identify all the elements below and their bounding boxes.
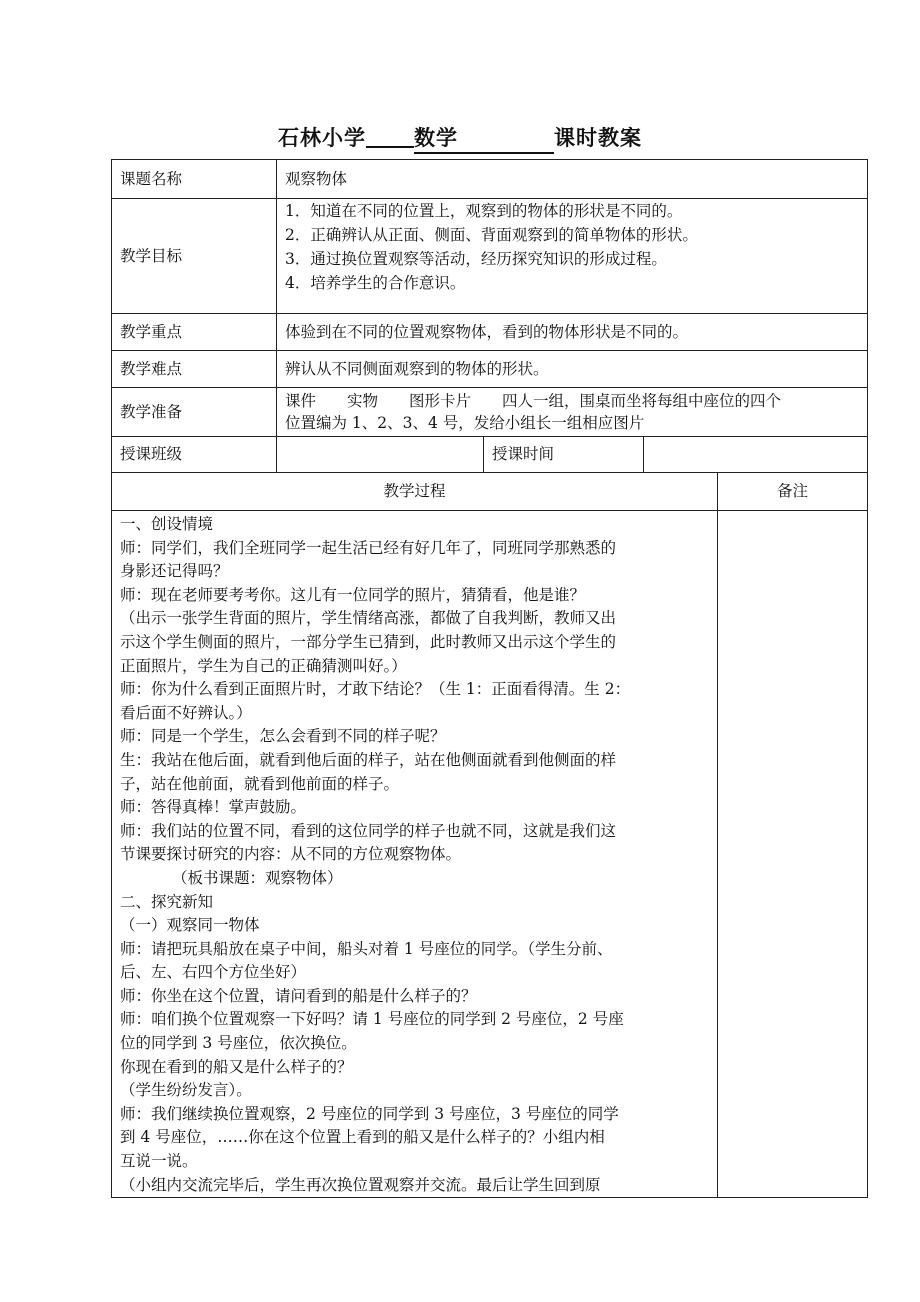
title-suffix: 课时教案 <box>554 125 642 150</box>
process-line: 看后面不好辨认。） <box>120 703 252 722</box>
key-value: 体验到在不同的位置观察物体，看到的物体形状是不同的。 <box>277 314 868 351</box>
process-content <box>112 511 718 1198</box>
process-line: 示这个学生侧面的照片，一部分学生已猜到，此时教师又出示这个学生的 <box>120 632 617 651</box>
school-name: 石林小学 <box>278 125 366 150</box>
difficulty-value: 辨认从不同侧面观察到的物体的形状。 <box>277 351 868 388</box>
prep-row <box>112 388 868 437</box>
process-line: 一、创设情境 <box>120 515 214 533</box>
process-line: 师：你为什么看到正面照片时，才敢下结论？（生 1：正面看得清。生 2： <box>120 680 631 699</box>
goals-row <box>112 199 868 314</box>
process-line: （小组内交流完毕后，学生再次换位置观察并交流。最后让学生回到原 <box>120 1175 601 1194</box>
prep-label: 教学准备 <box>112 388 277 437</box>
process-line: 二、探究新知 <box>120 892 214 911</box>
goal-item: 1．知道在不同的位置上，观察到的物体的形状是不同的。 <box>285 202 683 220</box>
process-line: 师：咱们换个位置观察一下好吗？请 1 号座位的同学到 2 号座位，2 号座 <box>120 1010 624 1029</box>
subject-name: 数学 <box>414 125 458 150</box>
process-line: 互说一说。 <box>120 1152 198 1171</box>
difficulty-row <box>112 351 868 388</box>
prep-line: 课件 实物 图形卡片 四人一组，围桌而坐将每组中座位的四个 <box>285 392 782 410</box>
process-line: 师：同是一个学生，怎么会看到不同的样子呢？ <box>120 727 446 746</box>
notes-header: 备注 <box>718 473 868 511</box>
key-row <box>112 314 868 351</box>
lesson-plan-table <box>111 159 868 1198</box>
title-underline-blank <box>366 125 414 148</box>
class-row <box>112 437 868 473</box>
time-value <box>644 437 868 473</box>
process-line: 子，站在他前面，就看到他前面的样子。 <box>120 774 400 793</box>
topic-value: 观察物体 <box>277 160 868 199</box>
prep-line: 位置编为 1、2、3、4 号，发给小组长一组相应图片 <box>285 414 645 432</box>
process-line: 节课要探讨研究的内容：从不同的方位观察物体。 <box>120 845 462 864</box>
process-line: 师：我们站的位置不同，看到的这位同学的样子也就不同，这就是我们这 <box>120 821 617 840</box>
process-line: 位的同学到 3 号座位，依次换位。 <box>120 1034 357 1053</box>
process-line: （板书课题：观察物体） <box>172 868 343 887</box>
goals-list <box>277 199 868 314</box>
process-line: 师：请把玩具船放在桌子中间，船头对着 1 号座位的同学。（学生分前、 <box>120 939 613 958</box>
goal-item: 2．正确辨认从正面、侧面、背面观察到的简单物体的形状。 <box>285 226 698 244</box>
process-line: （一）观察同一物体 <box>120 916 260 935</box>
key-label: 教学重点 <box>112 314 277 351</box>
process-line: 到 4 号座位，……你在这个位置上看到的船又是什么样子的？小组内相 <box>120 1128 605 1147</box>
difficulty-label: 教学难点 <box>112 351 277 388</box>
process-line: 正面照片，学生为自己的正确猜测叫好。） <box>120 656 407 675</box>
process-line: 师：我们继续换位置观察，2 号座位的同学到 3 号座位，3 号座位的同学 <box>120 1104 619 1123</box>
prep-value <box>277 388 868 437</box>
page-title <box>0 122 920 154</box>
goal-item: 3．通过换位置观察等活动，经历探究知识的形成过程。 <box>285 250 667 268</box>
topic-label: 课题名称 <box>112 160 277 199</box>
class-label: 授课班级 <box>112 437 277 473</box>
process-line: 生：我站在他后面，就看到他后面的样子，站在他侧面就看到他侧面的样 <box>120 750 617 769</box>
process-line: （学生纷纷发言）。 <box>120 1081 252 1100</box>
time-label: 授课时间 <box>484 437 644 473</box>
process-line: 师：你坐在这个位置，请问看到的船是什么样子的？ <box>120 986 477 1005</box>
goal-item: 4．培养学生的合作意识。 <box>285 274 466 292</box>
process-line: 身影还记得吗？ <box>120 562 229 581</box>
process-line: 师：同学们，我们全班同学一起生活已经有好几年了，同班同学那熟悉的 <box>120 538 617 557</box>
process-header: 教学过程 <box>112 473 718 511</box>
process-line: （出示一张学生背面的照片，学生情绪高涨，都做了自我判断，教师又出 <box>120 609 617 628</box>
process-header-row <box>112 473 868 511</box>
goals-label: 教学目标 <box>112 199 277 314</box>
process-line: 后、左、右四个方位坐好） <box>120 963 307 982</box>
class-value <box>277 437 484 473</box>
topic-row <box>112 160 868 199</box>
notes-column <box>718 511 868 1198</box>
process-line: 师：现在老师要考考你。这儿有一位同学的照片，猜猜看，他是谁？ <box>120 585 586 604</box>
process-row <box>112 511 868 1198</box>
subject-field <box>414 122 554 154</box>
process-line: 你现在看到的船又是什么样子的？ <box>120 1057 353 1076</box>
process-line: 师：答得真棒！掌声鼓励。 <box>120 798 307 817</box>
